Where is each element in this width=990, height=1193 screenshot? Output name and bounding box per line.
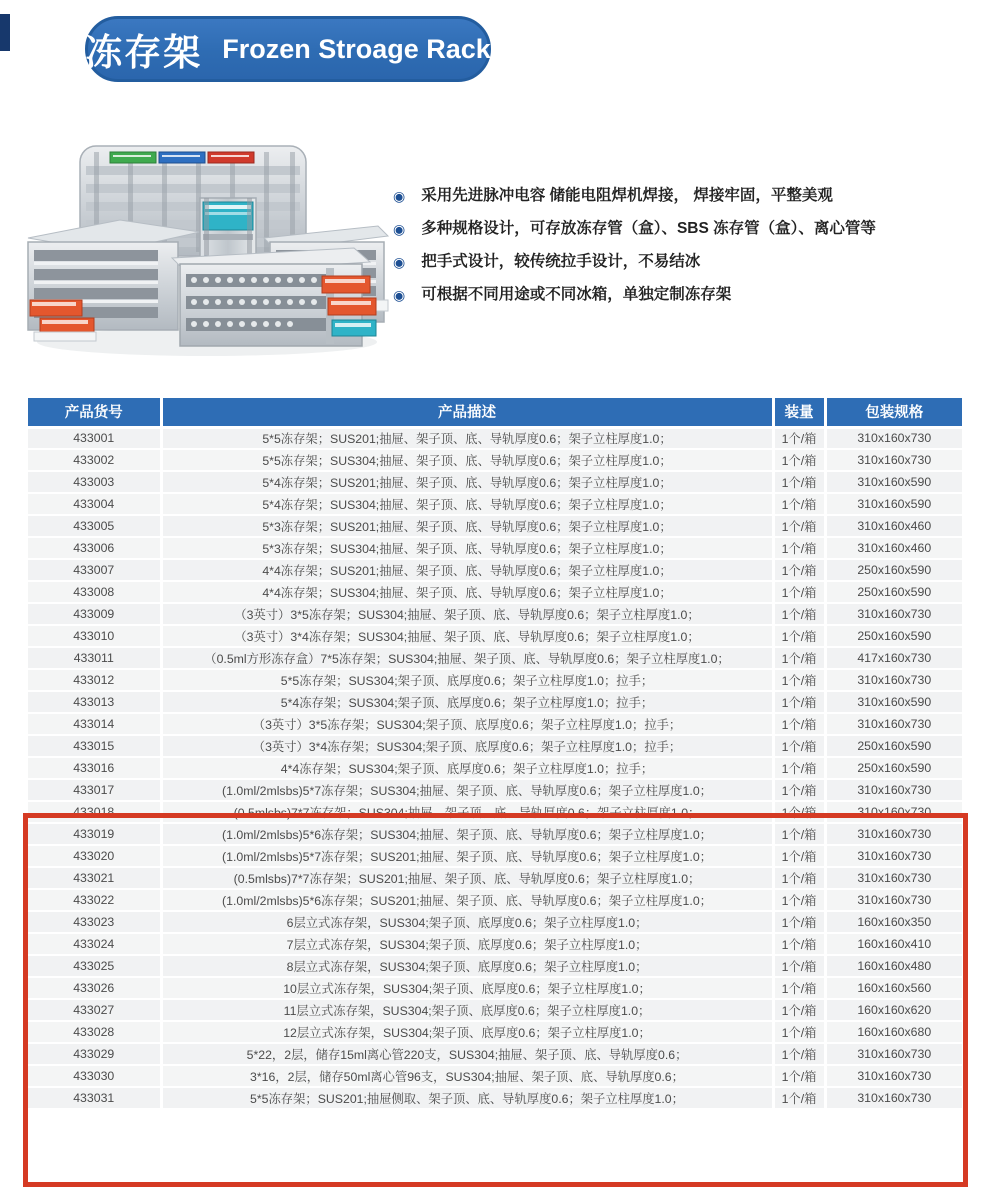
bullet-icon: ◉ [393, 254, 406, 270]
package-size-cell: 160x160x680 [825, 1021, 962, 1043]
product-code-cell: 433003 [28, 471, 161, 493]
product-description-cell: 11层立式冻存架，SUS304;架子顶、底厚度0.6；架子立柱厚度1.0； [161, 999, 773, 1021]
package-size-cell: 310x160x460 [825, 537, 962, 559]
page-corner-tab [0, 14, 10, 51]
feature-text: 采用先进脉冲电容 储能电阻焊机焊接， 焊接牢固，平整美观 [421, 187, 833, 204]
packing-qty-cell: 1个/箱 [773, 735, 825, 757]
product-code-cell: 433010 [28, 625, 161, 647]
product-code-cell: 433030 [28, 1065, 161, 1087]
package-size-cell: 250x160x590 [825, 757, 962, 779]
package-size-cell: 310x160x730 [825, 1043, 962, 1065]
packing-qty-cell: 1个/箱 [773, 515, 825, 537]
table-row [28, 581, 962, 603]
product-description-cell: 5*5冻存架；SUS304;抽屉、架子顶、底、导轨厚度0.6；架子立柱厚度1.0； [161, 449, 773, 471]
table-header-row [28, 398, 962, 427]
packing-qty-cell: 1个/箱 [773, 471, 825, 493]
header-product-code: 产品货号 [28, 398, 161, 427]
product-code-cell: 433015 [28, 735, 161, 757]
packing-qty-cell: 1个/箱 [773, 823, 825, 845]
product-description-cell: 5*3冻存架；SUS201;抽屉、架子顶、底、导轨厚度0.6；架子立柱厚度1.0； [161, 515, 773, 537]
package-size-cell: 310x160x730 [825, 823, 962, 845]
product-description-cell: （3英寸）3*4冻存架；SUS304;架子顶、底厚度0.6；架子立柱厚度1.0；拉手； [161, 735, 773, 757]
packing-qty-cell: 1个/箱 [773, 691, 825, 713]
product-code-cell: 433020 [28, 845, 161, 867]
package-size-cell: 310x160x730 [825, 669, 962, 691]
table-row [28, 735, 962, 757]
table-row [28, 757, 962, 779]
packing-qty-cell: 1个/箱 [773, 603, 825, 625]
product-code-cell: 433014 [28, 713, 161, 735]
table-row [28, 515, 962, 537]
package-size-cell: 310x160x730 [825, 867, 962, 889]
package-size-cell: 310x160x730 [825, 713, 962, 735]
product-description-cell: (1.0ml/2mlsbs)5*7冻存架；SUS201;抽屉、架子顶、底、导轨厚度0.6；架子立柱厚度1.0； [161, 845, 773, 867]
packing-qty-cell: 1个/箱 [773, 1021, 825, 1043]
packing-qty-cell: 1个/箱 [773, 867, 825, 889]
package-size-cell: 160x160x620 [825, 999, 962, 1021]
product-code-cell: 433009 [28, 603, 161, 625]
table-row [28, 603, 962, 625]
packing-qty-cell: 1个/箱 [773, 1065, 825, 1087]
product-code-cell: 433026 [28, 977, 161, 999]
product-code-cell: 433007 [28, 559, 161, 581]
table-row [28, 801, 962, 823]
package-size-cell: 250x160x590 [825, 559, 962, 581]
product-description-cell: 5*22，2层，储存15ml离心管220支，SUS304;抽屉、架子顶、底、导轨厚度0.6； [161, 1043, 773, 1065]
product-code-cell: 433023 [28, 911, 161, 933]
package-size-cell: 310x160x730 [825, 1065, 962, 1087]
feature-list [393, 186, 979, 318]
product-code-cell: 433008 [28, 581, 161, 603]
packing-qty-cell: 1个/箱 [773, 911, 825, 933]
table-row [28, 669, 962, 691]
feature-item [393, 219, 979, 239]
bullet-icon: ◉ [393, 188, 406, 204]
product-description-cell: 5*5冻存架；SUS201;抽屉侧取、架子顶、底、导轨厚度0.6；架子立柱厚度1.0； [161, 1087, 773, 1109]
table-row [28, 999, 962, 1021]
product-code-cell: 433016 [28, 757, 161, 779]
page-title-zh: 冻存架 [85, 32, 203, 73]
product-description-cell: 7层立式冻存架，SUS304;架子顶、底厚度0.6；架子立柱厚度1.0； [161, 933, 773, 955]
product-code-cell: 433005 [28, 515, 161, 537]
table-row [28, 933, 962, 955]
product-description-cell: 6层立式冻存架，SUS304;架子顶、底厚度0.6；架子立柱厚度1.0； [161, 911, 773, 933]
bullet-icon: ◉ [393, 287, 406, 303]
product-code-cell: 433022 [28, 889, 161, 911]
packing-qty-cell: 1个/箱 [773, 669, 825, 691]
product-code-cell: 433001 [28, 427, 161, 449]
package-size-cell: 250x160x590 [825, 625, 962, 647]
package-size-cell: 310x160x730 [825, 779, 962, 801]
product-description-cell: （3英寸）3*5冻存架；SUS304;架子顶、底厚度0.6；架子立柱厚度1.0；拉手； [161, 713, 773, 735]
packing-qty-cell: 1个/箱 [773, 845, 825, 867]
packing-qty-cell: 1个/箱 [773, 449, 825, 471]
package-size-cell: 310x160x730 [825, 427, 962, 449]
packing-qty-cell: 1个/箱 [773, 977, 825, 999]
product-description-cell: 10层立式冻存架，SUS304;架子顶、底厚度0.6；架子立柱厚度1.0； [161, 977, 773, 999]
packing-qty-cell: 1个/箱 [773, 955, 825, 977]
table-row [28, 1043, 962, 1065]
product-code-cell: 433027 [28, 999, 161, 1021]
package-size-cell: 310x160x460 [825, 515, 962, 537]
package-size-cell: 250x160x590 [825, 581, 962, 603]
package-size-cell: 310x160x730 [825, 449, 962, 471]
packing-qty-cell: 1个/箱 [773, 537, 825, 559]
product-description-cell: 4*4冻存架；SUS201;抽屉、架子顶、底、导轨厚度0.6；架子立柱厚度1.0； [161, 559, 773, 581]
packing-qty-cell: 1个/箱 [773, 713, 825, 735]
product-description-cell: 8层立式冻存架，SUS304;架子顶、底厚度0.6；架子立柱厚度1.0； [161, 955, 773, 977]
bullet-icon: ◉ [393, 221, 406, 237]
product-code-cell: 433013 [28, 691, 161, 713]
packing-qty-cell: 1个/箱 [773, 625, 825, 647]
table-row [28, 1087, 962, 1109]
product-description-cell: 5*5冻存架；SUS304;架子顶、底厚度0.6；架子立柱厚度1.0；拉手； [161, 669, 773, 691]
packing-qty-cell: 1个/箱 [773, 757, 825, 779]
package-size-cell: 250x160x590 [825, 735, 962, 757]
feature-item [393, 186, 979, 206]
table-row [28, 1021, 962, 1043]
feature-text: 多种规格设计，可存放冻存管（盒）、SBS 冻存管（盒）、离心管等 [421, 220, 876, 237]
product-code-cell: 433006 [28, 537, 161, 559]
packing-qty-cell: 1个/箱 [773, 933, 825, 955]
package-size-cell: 310x160x590 [825, 691, 962, 713]
table-row [28, 493, 962, 515]
product-description-cell: (1.0ml/2mlsbs)5*6冻存架；SUS201;抽屉、架子顶、底、导轨厚度0.6；架子立柱厚度1.0； [161, 889, 773, 911]
packing-qty-cell: 1个/箱 [773, 647, 825, 669]
packing-qty-cell: 1个/箱 [773, 493, 825, 515]
header-package-spec: 包装规格 [825, 398, 962, 427]
product-description-cell: 5*4冻存架；SUS201;抽屉、架子顶、底、导轨厚度0.6；架子立柱厚度1.0； [161, 471, 773, 493]
product-code-cell: 433029 [28, 1043, 161, 1065]
product-code-cell: 433002 [28, 449, 161, 471]
packing-qty-cell: 1个/箱 [773, 427, 825, 449]
product-code-cell: 433028 [28, 1021, 161, 1043]
product-code-cell: 433004 [28, 493, 161, 515]
product-code-cell: 433018 [28, 801, 161, 823]
product-description-cell: (0.5mlsbs)7*7冻存架；SUS201;抽屉、架子顶、底、导轨厚度0.6；架子立柱厚度1.0； [161, 867, 773, 889]
package-size-cell: 310x160x590 [825, 471, 962, 493]
package-size-cell: 417x160x730 [825, 647, 962, 669]
table-row [28, 625, 962, 647]
packing-qty-cell: 1个/箱 [773, 1043, 825, 1065]
feature-item [393, 285, 979, 305]
product-description-cell: 5*4冻存架；SUS304;抽屉、架子顶、底、导轨厚度0.6；架子立柱厚度1.0； [161, 493, 773, 515]
product-description-cell: (1.0ml/2mlsbs)5*7冻存架；SUS304;抽屉、架子顶、底、导轨厚度0.6；架子立柱厚度1.0； [161, 779, 773, 801]
table-row [28, 1065, 962, 1087]
product-description-cell: （0.5ml方形冻存盒）7*5冻存架；SUS304;抽屉、架子顶、底、导轨厚度0.6；架子立柱厚度1.0； [161, 647, 773, 669]
page-title-en: Frozen Stroage Rack [222, 33, 491, 64]
front-rack [172, 248, 376, 346]
table-row [28, 471, 962, 493]
page-title-banner [85, 16, 491, 82]
table-row [28, 823, 962, 845]
product-photo-freezer-racks [22, 132, 392, 360]
packing-qty-cell: 1个/箱 [773, 1087, 825, 1109]
packing-qty-cell: 1个/箱 [773, 999, 825, 1021]
table-row [28, 779, 962, 801]
product-code-cell: 433011 [28, 647, 161, 669]
product-code-cell: 433024 [28, 933, 161, 955]
product-code-cell: 433021 [28, 867, 161, 889]
table-row [28, 537, 962, 559]
table-row [28, 977, 962, 999]
product-table [28, 398, 962, 1110]
product-description-cell: （3英寸）3*5冻存架；SUS304;抽屉、架子顶、底、导轨厚度0.6；架子立柱厚度1.0； [161, 603, 773, 625]
product-description-cell: （3英寸）3*4冻存架；SUS304;抽屉、架子顶、底、导轨厚度0.6；架子立柱厚度1.0； [161, 625, 773, 647]
package-size-cell: 160x160x480 [825, 955, 962, 977]
packing-qty-cell: 1个/箱 [773, 559, 825, 581]
product-description-cell: 5*3冻存架；SUS304;抽屉、架子顶、底、导轨厚度0.6；架子立柱厚度1.0； [161, 537, 773, 559]
table-row [28, 911, 962, 933]
product-code-cell: 433017 [28, 779, 161, 801]
table-row [28, 691, 962, 713]
feature-item [393, 252, 979, 272]
table-row [28, 955, 962, 977]
product-description-cell: 5*4冻存架；SUS304;架子顶、底厚度0.6；架子立柱厚度1.0；拉手； [161, 691, 773, 713]
package-size-cell: 310x160x730 [825, 889, 962, 911]
product-code-cell: 433031 [28, 1087, 161, 1109]
product-description-cell: 12层立式冻存架，SUS304;架子顶、底厚度0.6；架子立柱厚度1.0； [161, 1021, 773, 1043]
table-row [28, 449, 962, 471]
header-packing-qty: 装量 [773, 398, 825, 427]
product-description-cell: 5*5冻存架；SUS201;抽屉、架子顶、底、导轨厚度0.6；架子立柱厚度1.0； [161, 427, 773, 449]
product-description-cell: 3*16，2层，储存50ml离心管96支，SUS304;抽屉、架子顶、底、导轨厚度0.6； [161, 1065, 773, 1087]
table-row [28, 427, 962, 449]
table-row [28, 867, 962, 889]
package-size-cell: 160x160x350 [825, 911, 962, 933]
product-code-cell: 433012 [28, 669, 161, 691]
package-size-cell: 310x160x730 [825, 845, 962, 867]
packing-qty-cell: 1个/箱 [773, 801, 825, 823]
table-row [28, 647, 962, 669]
product-description-cell: 4*4冻存架；SUS304;抽屉、架子顶、底、导轨厚度0.6；架子立柱厚度1.0； [161, 581, 773, 603]
packing-qty-cell: 1个/箱 [773, 779, 825, 801]
product-description-cell: (1.0ml/2mlsbs)5*6冻存架；SUS304;抽屉、架子顶、底、导轨厚度0.6；架子立柱厚度1.0； [161, 823, 773, 845]
product-code-cell: 433025 [28, 955, 161, 977]
package-size-cell: 160x160x560 [825, 977, 962, 999]
feature-text: 可根据不同用途或不同冰箱，单独定制冻存架 [421, 286, 732, 303]
package-size-cell: 160x160x410 [825, 933, 962, 955]
table-row [28, 713, 962, 735]
product-table-body [28, 427, 962, 1109]
table-row [28, 889, 962, 911]
product-description-cell: (0.5mlsbs)7*7冻存架；SUS304;抽屉、架子顶、底、导轨厚度0.6；架子立柱厚度1.0； [161, 801, 773, 823]
package-size-cell: 310x160x730 [825, 801, 962, 823]
product-description-cell: 4*4冻存架；SUS304;架子顶、底厚度0.6；架子立柱厚度1.0；拉手； [161, 757, 773, 779]
packing-qty-cell: 1个/箱 [773, 581, 825, 603]
header-product-description: 产品描述 [161, 398, 773, 427]
feature-text: 把手式设计，较传统拉手设计，不易结冰 [421, 253, 701, 270]
packing-qty-cell: 1个/箱 [773, 889, 825, 911]
product-code-cell: 433019 [28, 823, 161, 845]
table-row [28, 559, 962, 581]
table-row [28, 845, 962, 867]
package-size-cell: 310x160x730 [825, 1087, 962, 1109]
package-size-cell: 310x160x730 [825, 603, 962, 625]
package-size-cell: 310x160x590 [825, 493, 962, 515]
left-rack [28, 220, 200, 341]
